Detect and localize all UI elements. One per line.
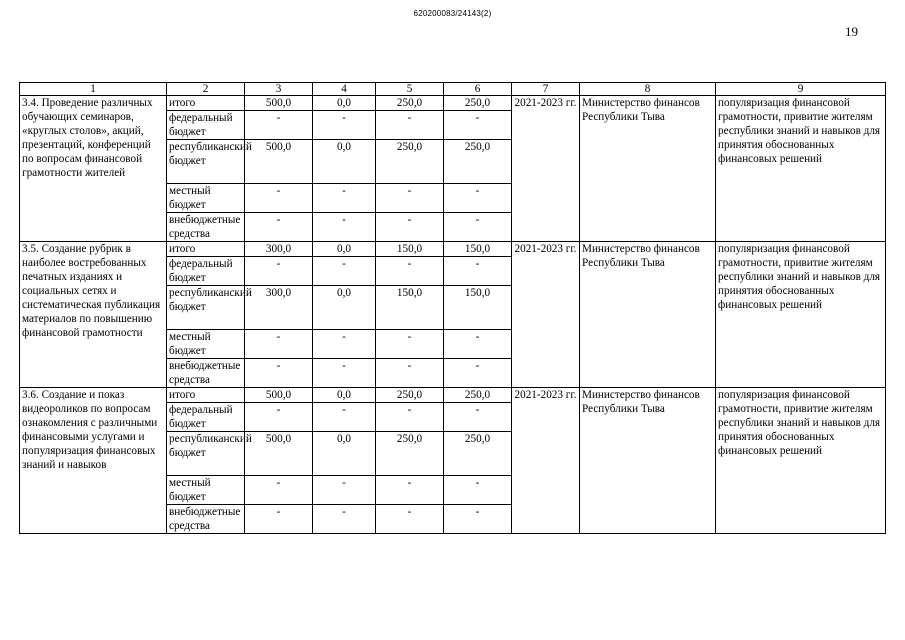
period-cell: 2021-2023 гг. — [512, 388, 580, 534]
amount-2023-cell: - — [444, 505, 512, 534]
amount-2021-cell: 0,0 — [313, 432, 376, 476]
source-cell: федеральный бюджет — [167, 257, 245, 286]
source-cell: местный бюджет — [167, 330, 245, 359]
document-id: 620200083/24143(2) — [413, 9, 492, 18]
amount-2023-cell: - — [444, 213, 512, 242]
result-cell: популяризация финансовой грамотности, привитие жителям республики знаний и навыков для принятия обоснованных финансовых решений — [716, 388, 886, 534]
amount-total-cell: 300,0 — [245, 286, 313, 330]
header-col-1: 1 — [20, 83, 167, 96]
page-number: 19 — [845, 24, 858, 39]
amount-total-cell: - — [245, 213, 313, 242]
amount-2021-cell: 0,0 — [313, 96, 376, 111]
amount-2022-cell: - — [376, 359, 444, 388]
amount-2023-cell: 150,0 — [444, 286, 512, 330]
period-cell: 2021-2023 гг. — [512, 242, 580, 388]
amount-2022-cell: 250,0 — [376, 388, 444, 403]
amount-total-cell: 500,0 — [245, 96, 313, 111]
amount-total-cell: - — [245, 476, 313, 505]
amount-total-cell: - — [245, 257, 313, 286]
amount-2022-cell: - — [376, 505, 444, 534]
amount-2023-cell: - — [444, 184, 512, 213]
header-col-8: 8 — [580, 83, 716, 96]
amount-2021-cell: - — [313, 213, 376, 242]
amount-2021-cell: 0,0 — [313, 286, 376, 330]
source-cell: республиканский бюджет — [167, 140, 245, 184]
source-cell: итого — [167, 96, 245, 111]
amount-2021-cell: - — [313, 505, 376, 534]
source-cell: местный бюджет — [167, 184, 245, 213]
amount-total-cell: - — [245, 330, 313, 359]
amount-2023-cell: - — [444, 359, 512, 388]
amount-2022-cell: 250,0 — [376, 140, 444, 184]
header-col-4: 4 — [313, 83, 376, 96]
amount-2021-cell: - — [313, 403, 376, 432]
amount-2022-cell: - — [376, 213, 444, 242]
table-row — [20, 388, 886, 403]
amount-2023-cell: - — [444, 330, 512, 359]
source-cell: внебюджетные средства — [167, 213, 245, 242]
amount-2023-cell: 250,0 — [444, 388, 512, 403]
header-col-2: 2 — [167, 83, 245, 96]
source-cell: республиканский бюджет — [167, 286, 245, 330]
amount-total-cell: - — [245, 505, 313, 534]
amount-2021-cell: 0,0 — [313, 388, 376, 403]
amount-2021-cell: - — [313, 111, 376, 140]
header-col-5: 5 — [376, 83, 444, 96]
source-cell: местный бюджет — [167, 476, 245, 505]
amount-total-cell: 500,0 — [245, 140, 313, 184]
source-cell: федеральный бюджет — [167, 403, 245, 432]
source-cell: внебюджетные средства — [167, 359, 245, 388]
activity-cell: 3.6. Создание и показ видеороликов по вопросам ознакомления с различными финансовыми услугами и популяризация финансовых знаний и навыков — [20, 388, 167, 534]
amount-2023-cell: 150,0 — [444, 242, 512, 257]
table-row — [20, 96, 886, 111]
amount-2022-cell: - — [376, 257, 444, 286]
amount-2023-cell: - — [444, 403, 512, 432]
amount-2021-cell: - — [313, 476, 376, 505]
amount-2021-cell: - — [313, 257, 376, 286]
executor-cell: Министерство финансов Республики Тыва — [580, 388, 716, 534]
amount-2022-cell: - — [376, 111, 444, 140]
amount-total-cell: 300,0 — [245, 242, 313, 257]
amount-2021-cell: - — [313, 330, 376, 359]
amount-total-cell: - — [245, 184, 313, 213]
amount-total-cell: 500,0 — [245, 432, 313, 476]
source-cell: итого — [167, 242, 245, 257]
activity-cell: 3.4. Проведение различных обучающих семинаров, «круглых столов», акций, презентаций, конференций по вопросам финансовой грамотности жителей — [20, 96, 167, 242]
amount-2021-cell: 0,0 — [313, 140, 376, 184]
table-body — [20, 96, 886, 534]
amount-2022-cell: 150,0 — [376, 286, 444, 330]
amount-2022-cell: 150,0 — [376, 242, 444, 257]
amount-2021-cell: 0,0 — [313, 242, 376, 257]
amount-2022-cell: - — [376, 476, 444, 505]
table-row — [20, 242, 886, 257]
amount-2022-cell: 250,0 — [376, 432, 444, 476]
amount-2023-cell: 250,0 — [444, 96, 512, 111]
header-col-3: 3 — [245, 83, 313, 96]
amount-2023-cell: 250,0 — [444, 432, 512, 476]
period-cell: 2021-2023 гг. — [512, 96, 580, 242]
header-col-9: 9 — [716, 83, 886, 96]
header-col-7: 7 — [512, 83, 580, 96]
result-cell: популяризация финансовой грамотности, привитие жителям республики знаний и навыков для принятия обоснованных финансовых решений — [716, 96, 886, 242]
executor-cell: Министерство финансов Республики Тыва — [580, 96, 716, 242]
header-row — [20, 83, 886, 96]
executor-cell: Министерство финансов Республики Тыва — [580, 242, 716, 388]
source-cell: итого — [167, 388, 245, 403]
amount-2021-cell: - — [313, 359, 376, 388]
amount-total-cell: 500,0 — [245, 388, 313, 403]
amount-2022-cell: 250,0 — [376, 96, 444, 111]
amount-2023-cell: 250,0 — [444, 140, 512, 184]
source-cell: внебюджетные средства — [167, 505, 245, 534]
activities-table — [19, 82, 886, 534]
amount-2023-cell: - — [444, 257, 512, 286]
amount-2021-cell: - — [313, 184, 376, 213]
header-col-6: 6 — [444, 83, 512, 96]
amount-2022-cell: - — [376, 330, 444, 359]
amount-2023-cell: - — [444, 476, 512, 505]
result-cell: популяризация финансовой грамотности, привитие жителям республики знаний и навыков для принятия обоснованных финансовых решений — [716, 242, 886, 388]
amount-total-cell: - — [245, 359, 313, 388]
activity-cell: 3.5. Создание рубрик в наиболее востребованных печатных изданиях и социальных сетях и систематическая публикация материалов по повышению финансовой грамотности — [20, 242, 167, 388]
amount-2023-cell: - — [444, 111, 512, 140]
amount-total-cell: - — [245, 111, 313, 140]
amount-2022-cell: - — [376, 184, 444, 213]
amount-total-cell: - — [245, 403, 313, 432]
source-cell: республиканский бюджет — [167, 432, 245, 476]
source-cell: федеральный бюджет — [167, 111, 245, 140]
amount-2022-cell: - — [376, 403, 444, 432]
